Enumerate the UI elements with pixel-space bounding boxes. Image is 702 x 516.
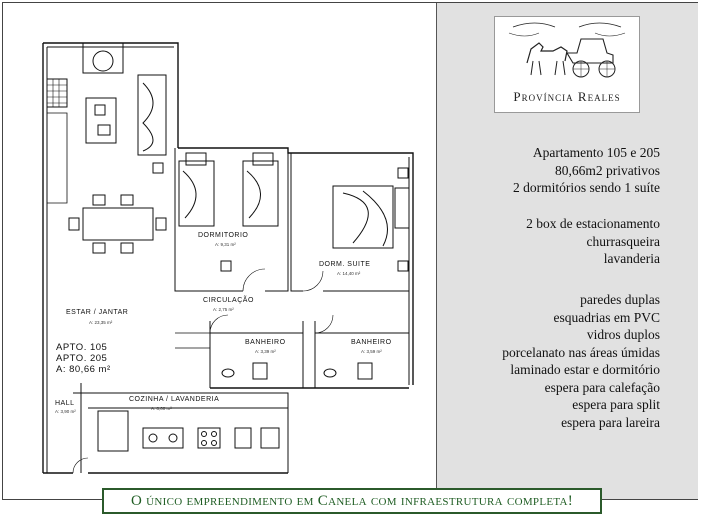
room-label-circulacao: CIRCULAÇÃO	[203, 297, 254, 304]
room-area-hall: A: 3,90 m²	[55, 409, 76, 414]
room-area-cozinha: A: 8,00 m²	[151, 406, 172, 411]
info-line: espera para calefação	[544, 379, 660, 395]
room-label-suite: DORM. SUITE	[319, 261, 371, 268]
room-area-suite: A: 14,40 m²	[337, 271, 361, 276]
apto-area: A: 80,66 m²	[56, 364, 111, 375]
info-line: espera para split	[572, 397, 660, 412]
brand-name: Província Reales	[513, 89, 621, 104]
info-line: espera para lareira	[561, 414, 660, 430]
floor-plan	[3, 3, 435, 499]
room-area-banheiro-2: A: 3,59 m²	[361, 349, 382, 354]
info-block-apartment	[513, 144, 660, 197]
info-panel	[436, 3, 698, 499]
info-line: 2 dormitórios sendo 1 suíte	[513, 180, 660, 195]
footer-tagline-box	[102, 488, 602, 514]
horse-carriage-icon	[495, 17, 639, 87]
footer-tagline: O único empreendimento em Canela com infraestrutura completa!	[130, 492, 574, 509]
info-line: lavanderia	[603, 251, 660, 266]
room-label-estar: ESTAR / JANTAR	[66, 309, 129, 316]
room-area-banheiro-1: A: 3,39 m²	[255, 349, 276, 354]
room-label-cozinha: COZINHA / LAVANDERIA	[129, 396, 220, 403]
room-label-banheiro-2: BANHEIRO	[351, 339, 392, 346]
room-area-estar: A: 23,35 m²	[89, 320, 113, 325]
info-line: 2 box de estacionamento	[526, 216, 660, 231]
room-label-dormitorio: DORMITORIO	[198, 232, 249, 239]
room-label-hall: HALL	[55, 400, 75, 407]
room-area-circulacao: A: 2,75 m²	[213, 307, 234, 312]
info-line: laminado estar e dormitório	[510, 362, 660, 377]
info-line: porcelanato nas áreas úmidas	[502, 344, 660, 360]
info-block-finishes	[502, 291, 660, 431]
brand-logo	[494, 16, 640, 113]
info-line: vidros duplos	[586, 327, 660, 342]
floor-plan-drawing	[3, 3, 435, 499]
info-line: Apartamento 105 e 205	[532, 145, 660, 160]
room-label-banheiro-1: BANHEIRO	[245, 339, 286, 346]
info-line: 80,66m2 privativos	[555, 162, 660, 178]
info-line: paredes duplas	[580, 292, 660, 307]
info-line: esquadrias em PVC	[553, 309, 660, 325]
room-area-dormitorio: A: 9,31 m²	[215, 242, 236, 247]
apto-label-105: APTO. 105	[56, 342, 108, 353]
info-block-amenities	[526, 215, 660, 268]
info-line: churrasqueira	[586, 233, 660, 249]
apto-label-205: APTO. 205	[56, 353, 108, 364]
